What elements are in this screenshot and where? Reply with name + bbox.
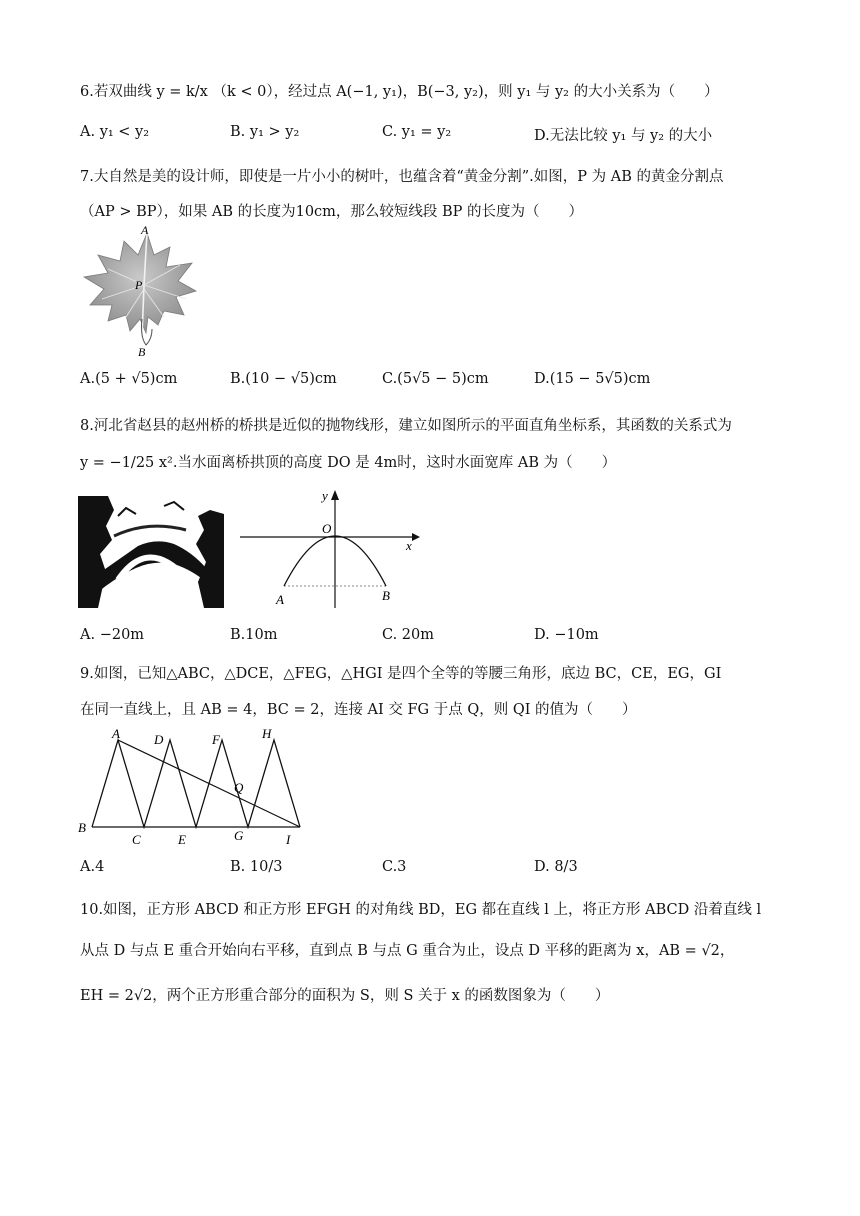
bridge-photo: [78, 496, 224, 608]
q6-option-d: D.无法比较 y₁ 与 y₂ 的大小: [534, 128, 713, 144]
q9-option-a: A.4: [80, 859, 105, 875]
leaf-label-b: B: [138, 345, 146, 359]
tri-label-e: E: [178, 832, 186, 847]
q10-stem-line3: EH = 2√2，两个正方形重合部分的面积为 S，则 S 关于 x 的函数图象为（ ）: [80, 988, 610, 1004]
q10-stem-line1: 10.如图，正方形 ABCD 和正方形 EFGH 的对角线 BD，EG 都在直线 l 上，将正方形 ABCD 沿着直线 l: [80, 902, 762, 918]
origin-label: O: [322, 521, 332, 536]
q7-stem-line2: （AP > BP），如果 AB 的长度为10cm，那么较短线段 BP 的长度为（ ）: [80, 204, 584, 220]
q8-stem-line2: y = −1/25 x².当水面离桥拱顶的高度 DO 是 4m时，这时水面宽库 AB 为（ ）: [80, 455, 617, 471]
tri-label-q: Q: [234, 780, 244, 795]
triangles-diagram: [74, 724, 306, 850]
q7-option-a: A.(5 + √5)cm: [80, 371, 178, 387]
q9-option-c: C.3: [382, 859, 407, 875]
q8-option-d: D. −10m: [534, 627, 599, 643]
q9-option-d: D. 8/3: [534, 859, 578, 875]
leaf-label-a: A: [141, 225, 149, 237]
q9-stem-line1: 9.如图，已知△ABC，△DCE，△FEG，△HGI 是四个全等的等腰三角形，底边 BC，CE，EG，GI: [80, 666, 722, 682]
q9-stem-line2: 在同一直线上，且 AB = 4，BC = 2，连接 AI 交 FG 于点 Q，则 QI 的值为（ ）: [80, 702, 637, 718]
q8-option-a: A. −20m: [80, 627, 145, 643]
point-label-b: B: [382, 588, 390, 603]
tri-label-h: H: [262, 726, 272, 741]
q8-stem-line1: 8.河北省赵县的赵州桥的桥拱是近似的抛物线形，建立如图所示的平面直角坐标系，其函数的关系式为: [80, 418, 732, 434]
q10-stem-line2: 从点 D 与点 E 重合开始向右平移，直到点 B 与点 G 重合为止，设点 D 平移的距离为 x，AB = √2，: [80, 943, 735, 959]
q6-option-c: C. y₁ = y₂: [382, 124, 452, 140]
tri-label-g: G: [234, 828, 244, 843]
q8-option-c: C. 20m: [382, 627, 434, 643]
tri-label-i: I: [286, 832, 291, 847]
q7-stem-line1: 7.大自然是美的设计师，即使是一片小小的树叶，也蕴含着“黄金分割”.如图，P 为 AB 的黄金分割点: [80, 169, 724, 185]
tri-label-a: A: [112, 726, 120, 741]
tri-label-c: C: [132, 832, 141, 847]
axis-label-y: y: [322, 488, 328, 503]
q8-option-b: B.10m: [230, 627, 278, 643]
tri-label-d: D: [154, 732, 164, 747]
parabola-diagram: [236, 484, 426, 614]
q6-option-a: A. y₁ < y₂: [80, 124, 150, 140]
q7-option-c: C.(5√5 − 5)cm: [382, 371, 489, 387]
axis-label-x: x: [406, 538, 412, 553]
q7-option-d: D.(15 − 5√5)cm: [534, 371, 651, 387]
tri-label-f: F: [212, 732, 220, 747]
q6-stem: 6.若双曲线 y = k/x （k < 0），经过点 A(−1, y₁)，B(−3, y₂)，则 y₁ 与 y₂ 的大小关系为（ ）: [80, 84, 719, 100]
point-label-a: A: [276, 592, 284, 607]
q7-option-b: B.(10 − √5)cm: [230, 371, 337, 387]
leaf-label-p: P: [135, 278, 143, 292]
q9-option-b: B. 10/3: [230, 859, 283, 875]
maple-leaf-figure: [80, 225, 200, 360]
tri-label-b: B: [78, 820, 86, 835]
q6-option-b: B. y₁ > y₂: [230, 124, 300, 140]
